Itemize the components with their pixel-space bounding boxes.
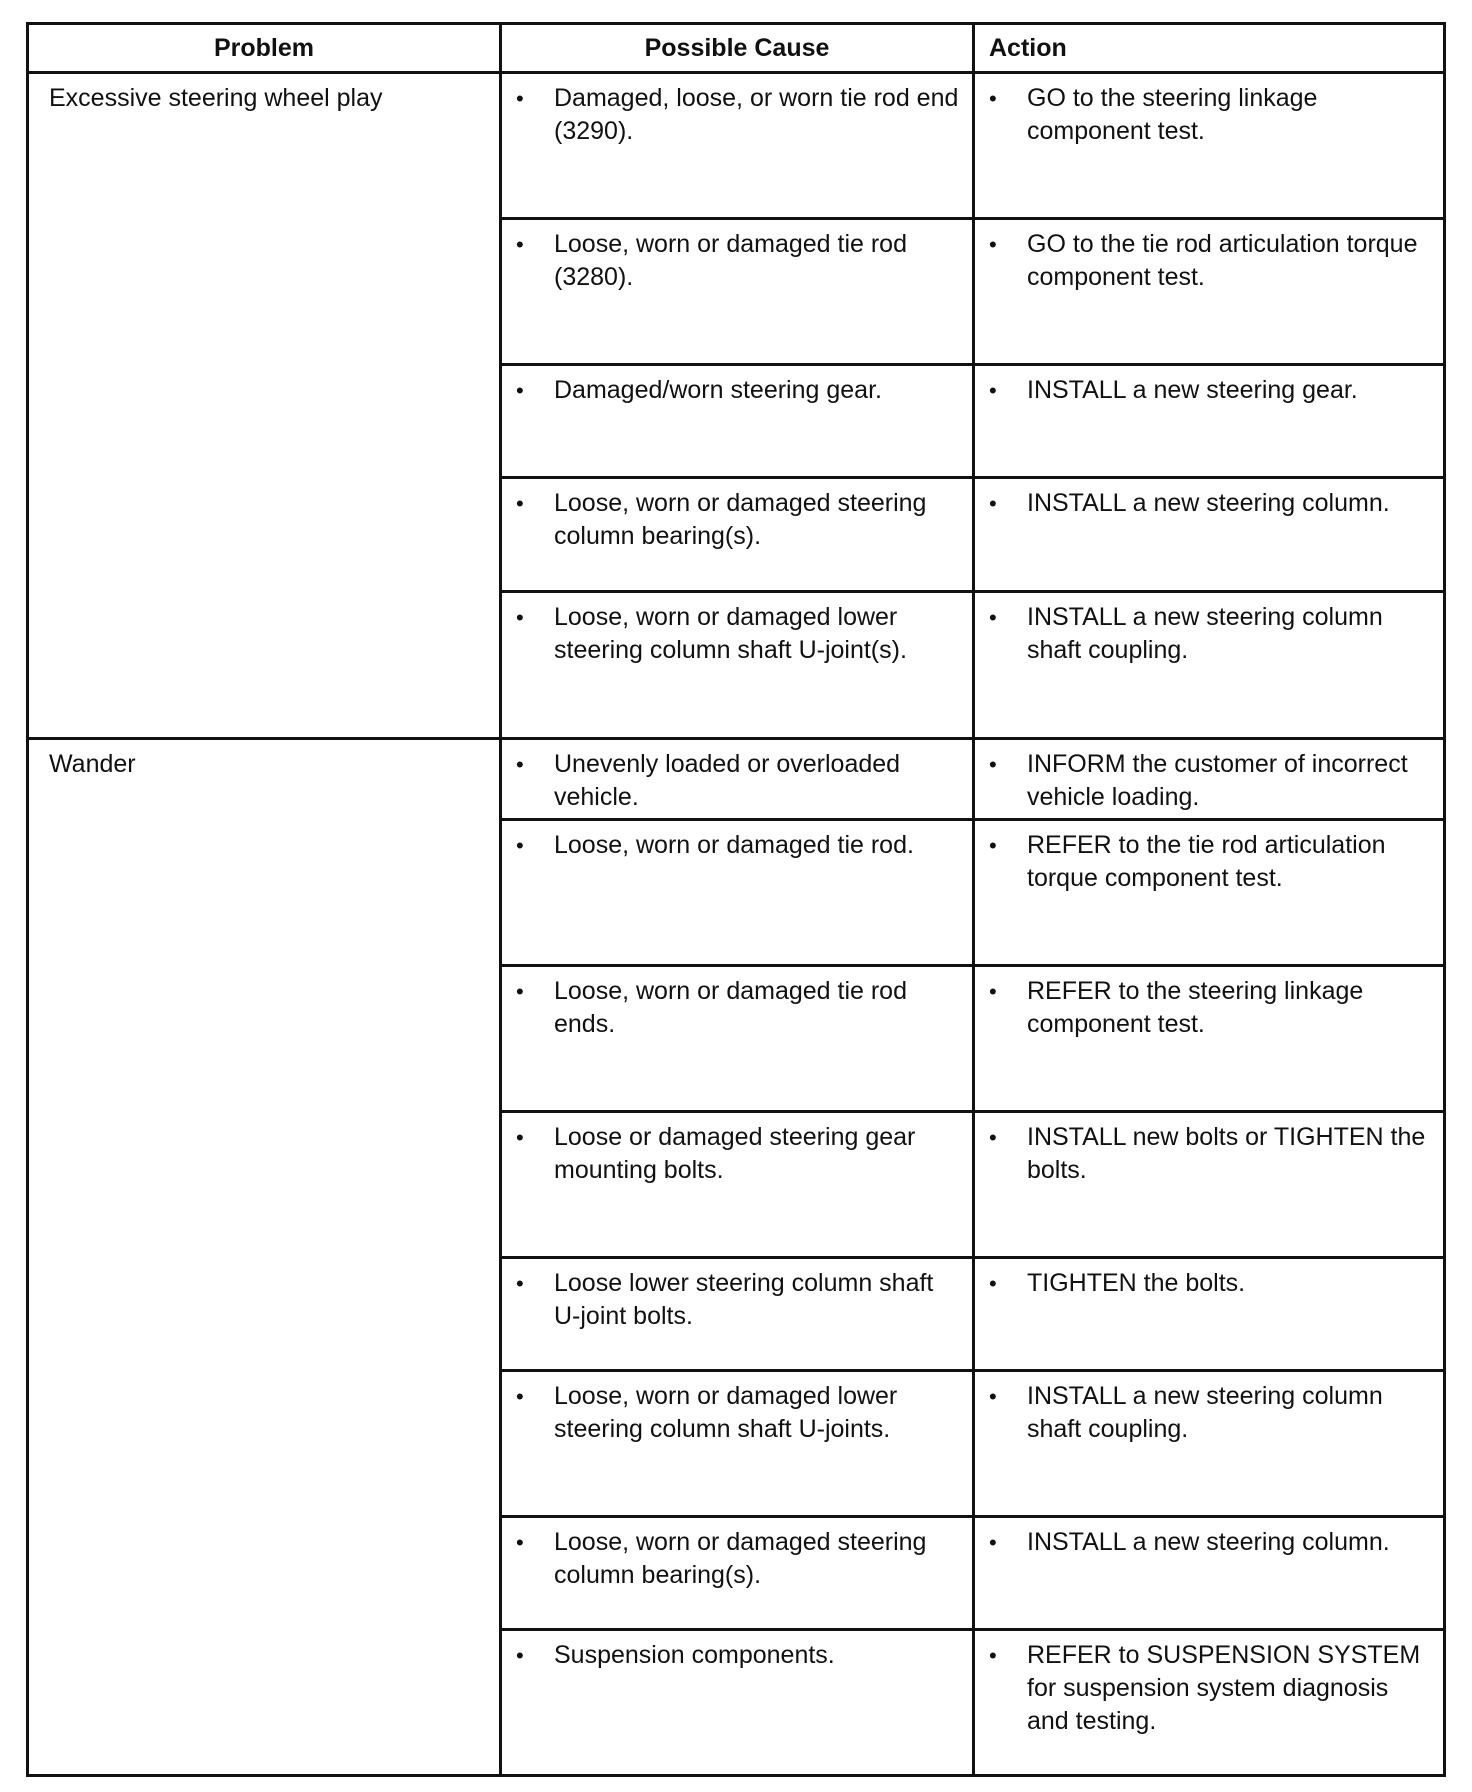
cause-cell xyxy=(501,1371,974,1517)
bullet-icon: • xyxy=(989,232,997,257)
cause-text: Loose, worn or damaged steering column bearing(s). xyxy=(554,1528,927,1589)
action-cell xyxy=(974,1517,1445,1630)
bullet-icon: • xyxy=(989,1643,997,1668)
bullet-icon: • xyxy=(516,605,524,630)
table-row xyxy=(28,73,1445,219)
bullet-icon: • xyxy=(516,1384,524,1409)
action-cell xyxy=(974,739,1445,820)
bullet-icon: • xyxy=(989,979,997,1004)
action-text: GO to the tie rod articulation torque component test. xyxy=(1027,230,1418,291)
cause-cell xyxy=(501,1258,974,1371)
bullet-icon: • xyxy=(516,1643,524,1668)
cause-cell xyxy=(501,1630,974,1776)
bullet-icon: • xyxy=(989,752,997,777)
bullet-icon: • xyxy=(516,491,524,516)
cause-text: Loose, worn or damaged tie rod. xyxy=(554,831,914,859)
bullet-icon: • xyxy=(989,378,997,403)
header-row xyxy=(28,24,1445,73)
action-cell xyxy=(974,478,1445,592)
action-text: INSTALL a new steering column. xyxy=(1027,1528,1390,1556)
bullet-icon: • xyxy=(516,1530,524,1555)
bullet-icon: • xyxy=(516,979,524,1004)
bullet-icon: • xyxy=(989,1384,997,1409)
bullet-icon: • xyxy=(516,833,524,858)
action-cell xyxy=(974,1258,1445,1371)
action-cell xyxy=(974,820,1445,966)
cause-text: Loose, worn or damaged tie rod (3280). xyxy=(554,230,907,291)
action-cell xyxy=(974,219,1445,365)
cause-text: Damaged/worn steering gear. xyxy=(554,376,882,404)
action-text: INSTALL a new steering column shaft coupling. xyxy=(1027,603,1383,664)
problem-cell: Excessive steering wheel play xyxy=(28,73,501,739)
action-text: INSTALL a new steering column. xyxy=(1027,489,1390,517)
bullet-icon: • xyxy=(989,1125,997,1150)
cause-cell xyxy=(501,966,974,1112)
bullet-icon: • xyxy=(989,1271,997,1296)
cause-cell xyxy=(501,73,974,219)
bullet-icon: • xyxy=(989,1530,997,1555)
cause-text: Loose, worn or damaged steering column bearing(s). xyxy=(554,489,927,550)
action-cell xyxy=(974,1371,1445,1517)
cause-cell xyxy=(501,739,974,820)
bullet-icon: • xyxy=(516,86,524,111)
bullet-icon: • xyxy=(516,1271,524,1296)
bullet-icon: • xyxy=(516,378,524,403)
action-text: INFORM the customer of incorrect vehicle loading. xyxy=(1027,750,1408,811)
cause-text: Loose lower steering column shaft U-joint bolts. xyxy=(554,1269,934,1330)
cause-text: Loose, worn or damaged lower steering column shaft U-joints. xyxy=(554,1382,898,1443)
action-text: INSTALL a new steering gear. xyxy=(1027,376,1358,404)
cause-cell xyxy=(501,592,974,739)
cause-text: Suspension components. xyxy=(554,1641,835,1669)
action-cell xyxy=(974,966,1445,1112)
action-text: REFER to the tie rod articulation torque component test. xyxy=(1027,831,1386,892)
diagnosis-table xyxy=(26,22,1446,1777)
cause-cell xyxy=(501,478,974,592)
header-action: Action xyxy=(974,24,1445,73)
cause-text: Loose or damaged steering gear mounting bolts. xyxy=(554,1123,916,1184)
action-cell xyxy=(974,365,1445,478)
cause-cell xyxy=(501,1517,974,1630)
bullet-icon: • xyxy=(989,833,997,858)
bullet-icon: • xyxy=(516,232,524,257)
cause-cell xyxy=(501,365,974,478)
action-cell xyxy=(974,73,1445,219)
bullet-icon: • xyxy=(989,605,997,630)
bullet-icon: • xyxy=(989,491,997,516)
header-possible-cause: Possible Cause xyxy=(501,24,974,73)
problem-cell: Wander xyxy=(28,739,501,1776)
cause-cell xyxy=(501,820,974,966)
bullet-icon: • xyxy=(516,1125,524,1150)
action-cell xyxy=(974,1112,1445,1258)
action-text: REFER to the steering linkage component test. xyxy=(1027,977,1364,1038)
action-text: TIGHTEN the bolts. xyxy=(1027,1269,1246,1297)
cause-cell xyxy=(501,219,974,365)
action-text: INSTALL a new steering column shaft coupling. xyxy=(1027,1382,1383,1443)
action-cell xyxy=(974,1630,1445,1776)
bullet-icon: • xyxy=(516,752,524,777)
cause-cell xyxy=(501,1112,974,1258)
bullet-icon: • xyxy=(989,86,997,111)
action-text: INSTALL new bolts or TIGHTEN the bolts. xyxy=(1027,1123,1426,1184)
cause-text: Unevenly loaded or overloaded vehicle. xyxy=(554,750,901,811)
cause-text: Loose, worn or damaged tie rod ends. xyxy=(554,977,907,1038)
table-row xyxy=(28,739,1445,820)
cause-text: Loose, worn or damaged lower steering column shaft U-joint(s). xyxy=(554,603,907,664)
action-cell xyxy=(974,592,1445,739)
header-problem: Problem xyxy=(28,24,501,73)
cause-text: Damaged, loose, or worn tie rod end (3290). xyxy=(554,84,959,145)
action-text: REFER to SUSPENSION SYSTEM for suspension system diagnosis and testing. xyxy=(1027,1641,1421,1735)
action-text: GO to the steering linkage component test. xyxy=(1027,84,1318,145)
